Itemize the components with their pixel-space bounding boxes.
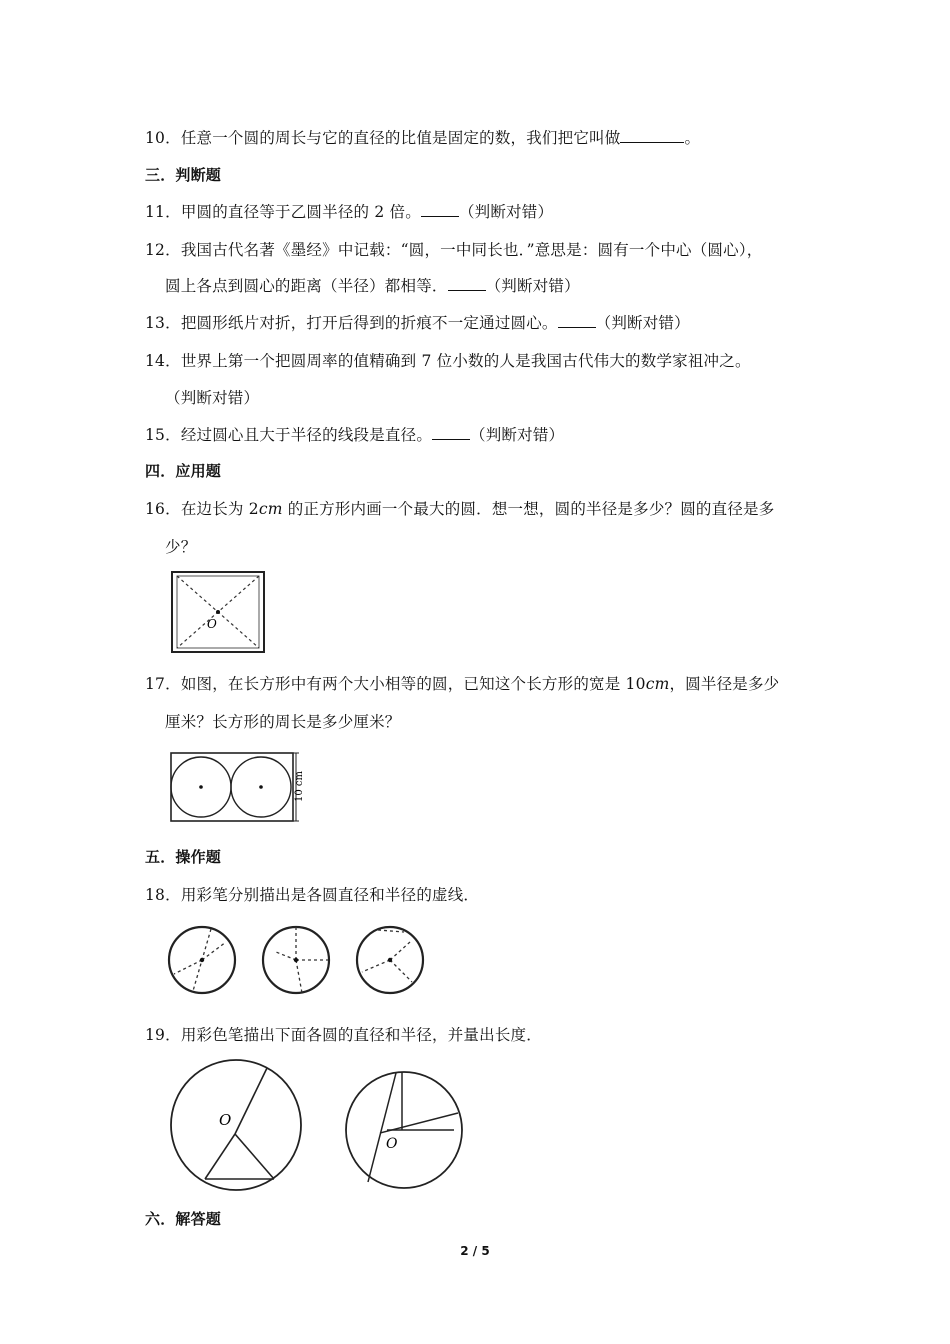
question-17-continued: 厘米？长方形的周长是多少厘米？	[165, 713, 401, 731]
circle-with-chords-figure	[342, 1068, 466, 1192]
section-heading-answer: 六．解答题	[145, 1210, 222, 1228]
question-18: 18．用彩笔分别描出是各圆直径和半径的虚线．	[145, 886, 480, 904]
question-14-continued: （判断对错）	[165, 389, 260, 407]
answer-blank[interactable]	[432, 425, 470, 440]
page-number: 2 / 5	[460, 1244, 490, 1258]
dashed-circle-3	[357, 927, 423, 993]
question-10-text: 10．任意一个圆的周长与它的直径的比值是固定的数，我们把它叫做	[145, 129, 621, 147]
answer-blank[interactable]	[558, 313, 596, 328]
section-heading-operation: 五．操作题	[145, 848, 222, 866]
dashed-circle-1	[169, 927, 235, 993]
answer-blank[interactable]	[448, 276, 486, 291]
question-12-continued: 圆上各点到圆心的距离（半径）都相等． （判断对错）	[165, 277, 580, 295]
center-label-o: O	[386, 1136, 398, 1152]
center-label-o: O	[207, 617, 217, 631]
section-heading-application: 四．应用题	[145, 462, 222, 480]
dashed-circle-2	[263, 927, 329, 993]
width-label: 10 cm	[294, 771, 305, 802]
square-diagonals-figure	[170, 570, 266, 654]
three-circles-dashed-figure	[166, 920, 428, 1002]
answer-blank[interactable]	[620, 128, 684, 143]
circle-with-triangle-figure	[166, 1058, 310, 1194]
question-16: 16．在边长为 2cm 的正方形内画一个最大的圆．想一想，圆的半径是多少？圆的直径是多	[145, 500, 775, 518]
question-15: 15．经过圆心且大于半径的线段是直径。 （判断对错）	[145, 426, 565, 444]
question-10: 10．任意一个圆的周长与它的直径的比值是固定的数，我们把它叫做 。	[145, 129, 701, 147]
question-12: 12．我国古代名著《墨经》中记载：“圆，一中同长也．”意思是：圆有一个中心（圆心），	[145, 241, 763, 259]
question-16-continued: 少？	[165, 538, 197, 556]
answer-blank[interactable]	[421, 202, 459, 217]
section-heading-judgement: 三．判断题	[145, 166, 222, 184]
two-circles-rectangle-figure	[168, 750, 308, 826]
question-13: 13．把圆形纸片对折，打开后得到的折痕不一定通过圆心。 （判断对错）	[145, 314, 690, 332]
question-14: 14．世界上第一个把圆周率的值精确到 7 位小数的人是我国古代伟大的数学家祖冲之。	[145, 352, 751, 370]
question-17: 17．如图，在长方形中有两个大小相等的圆，已知这个长方形的宽是 10cm，圆半径是多少	[145, 675, 780, 693]
question-11: 11．甲圆的直径等于乙圆半径的 2 倍。 （判断对错）	[145, 203, 554, 221]
center-label-o: O	[219, 1111, 232, 1129]
question-19: 19．用彩色笔描出下面各圆的直径和半径，并量出长度．	[145, 1026, 542, 1044]
